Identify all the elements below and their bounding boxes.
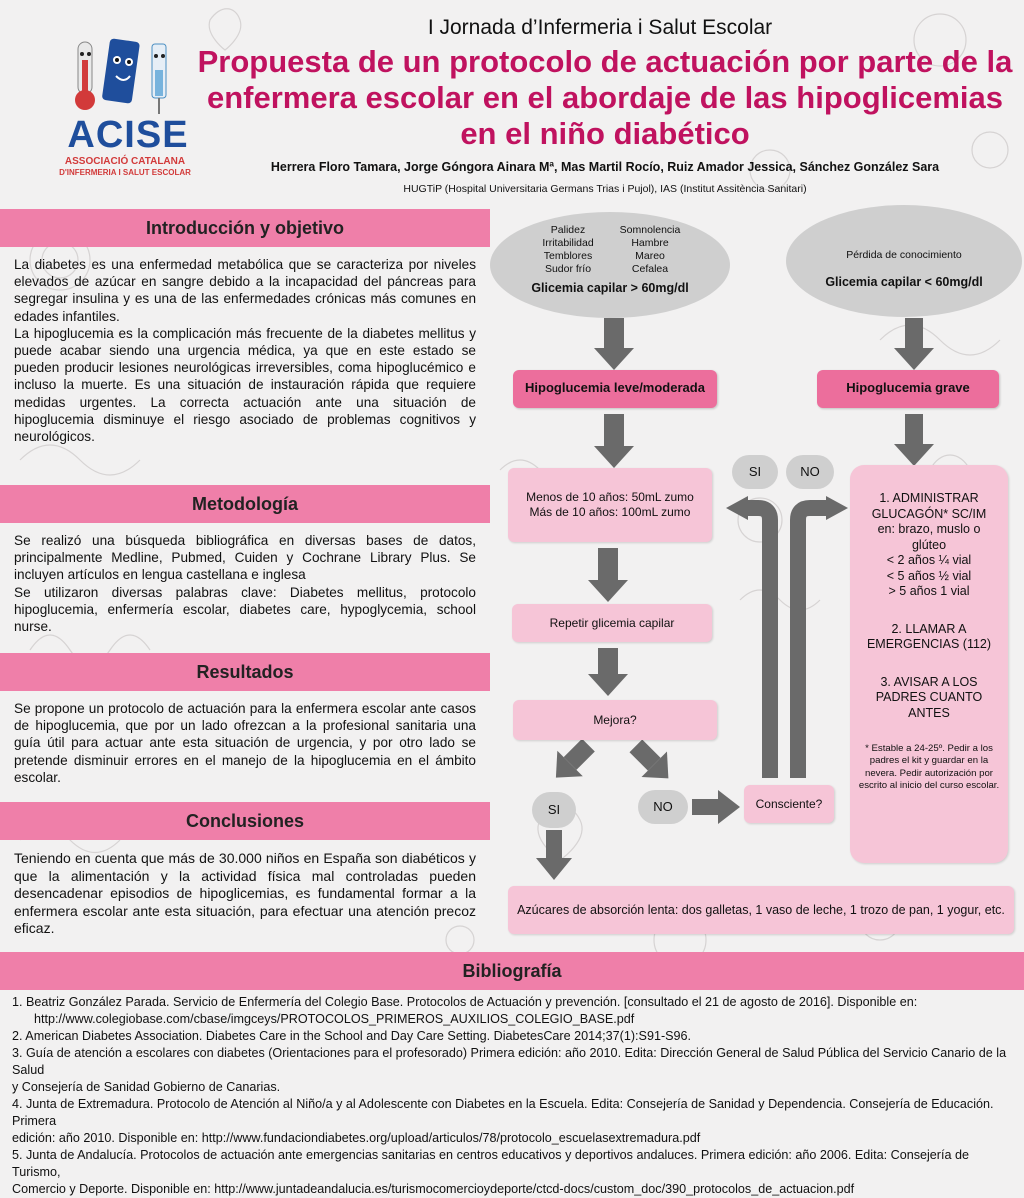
method-header: Metodología	[0, 485, 490, 523]
arrow-si-down	[536, 830, 572, 880]
symptom-1: Palidez	[550, 224, 586, 236]
step-notify-parents: 3. AVISAR A LOS PADRES CUANTO ANTES	[875, 674, 983, 720]
affiliation: HUGTiP (Hospital Universitaria Germans Trias i Pujol), IAS (Institut Assitència Sanitari)	[403, 183, 807, 195]
arrow-down-3	[588, 548, 628, 602]
bib-line-9: Comercio y Deporte. Disponible en: http://www.juntadeandalucia.es/turismocomercioydeporte/ctcd-docs/custom_doc/390_protocolos_de_actuacion.pdf	[12, 1182, 855, 1196]
arrow-down-1	[594, 318, 634, 370]
logo-wordmark: ACISE	[67, 114, 189, 156]
method-paragraph-1: Se realizó una búsqueda bibliográfica en diversas bases de datos, principalmente Medline, Pubmed, Cuiden y Cochrane Library Plus. Se incluyen artículos en lengua castellana e inglesa	[14, 533, 476, 583]
improve-box: Mejora?	[513, 700, 717, 740]
juice-over-10: Más de 10 años: 100mL zumo	[529, 505, 691, 519]
conscious-no-pill: NO	[786, 455, 834, 489]
conclusions-paragraph-1: Teniendo en cuenta que más de 30.000 niños en España son diabéticos y que la alimentación y la actividad física mal controladas pueden desencadenar episodios de hipoglicemias, es fundamental formar a la enfermera escolar ante esta situación, para efectuar una atención precoz eficaz.	[14, 850, 476, 937]
poster-title: Propuesta de un protocolo de actuación por parte de la enfermera escolar en el abordaje de las hipoglicemias en el niño diabético	[197, 44, 1013, 151]
severe-threshold: Glicemia capilar < 60mg/dl	[825, 275, 983, 289]
symptom-2: Irritabilidad	[542, 237, 594, 249]
bib-line-5: y Consejería de Sanidad Gobierno de Canarias.	[12, 1080, 281, 1094]
symptoms-oval-mild	[490, 212, 730, 318]
arrow-diag-yes	[543, 732, 601, 790]
arrow-no-right	[692, 790, 740, 824]
glucagon-note: * Estable a 24-25º. Pedir a los padres el kit y guardar en la nevera. Pedir autorización por escrito al inicio del curso escolar.	[858, 743, 1000, 792]
results-paragraph-1: Se propone un protocolo de actuación para la enfermera escolar ante casos de hipoglucemia, que por un lado ofrezcan a la profesional sanitaria una guía útil para actuar ante esta situación de urgencia, y por otro lado se pretende disminuir errores en el manejo de la hipoglucemia en el ámbito escolar.	[14, 701, 476, 785]
severe-hypoglycemia-box: Hipoglucemia grave	[817, 370, 999, 408]
dose-over-5: > 5 años 1 vial	[888, 584, 970, 598]
severe-symptom: Pérdida de conocimiento	[846, 249, 962, 261]
improve-no-pill: NO	[638, 790, 688, 824]
event-name: I Jornada d’Infermeria i Salut Escolar	[427, 16, 773, 39]
bib-line-2: http://www.colegiobase.com/cbase/imgceys/PROTOCOLOS_PRIMEROS_AUXILIOS_COLEGIO_BASE.pdf	[34, 1012, 635, 1026]
bib-line-6: 4. Junta de Extremadura. Protocolo de Atención al Niño/a y al Adolescente con Diabetes en la Escuela. Edita: Consejería de Sanidad y Dependencia. Consejería de Educación. Primera	[12, 1097, 994, 1128]
arrow-conscious-no	[798, 508, 826, 778]
bibliography-list	[12, 994, 1014, 1198]
symptom-7: Mareo	[635, 250, 665, 262]
repeat-glycemia-box: Repetir glicemia capilar	[512, 604, 712, 642]
juice-under-10: Menos de 10 años: 50mL zumo	[526, 490, 694, 504]
logo-line2: D'INFERMERIA I SALUT ESCOLAR	[59, 168, 191, 177]
bib-line-7: edición: año 2010. Disponible en: http://www.fundaciondiabetes.org/upload/articulos/78/protocolo_escuelasextremadura.pdf	[12, 1131, 701, 1145]
dose-under-5: < 5 años ½ vial	[886, 568, 972, 583]
method-paragraph-2: Se utilizaron diversas palabras clave: Diabetes mellitus, protocolo hipoglucemia, enfermería escolar, diabetes care, hypoglycemia, school nurse.	[14, 584, 476, 635]
arrow-diag-no	[623, 733, 681, 791]
authors: Herrera Floro Tamara, Jorge Góngora Ainara Mª, Mas Martil Rocío, Ruiz Amador Jessica, Sánchez González Sara	[270, 160, 940, 174]
improve-yes-pill: SI	[532, 792, 576, 828]
intro-header: Introducción y objetivo	[0, 209, 490, 247]
intro-paragraph-2: La hipoglucemia es la complicación más frecuente de la diabetes mellitus y puede acabar siendo una urgencia médica, ya que en este estado se pueden producir lesiones neurológicas irreversibles, coma hipoglucémico e incluso la muerte. Es una situación de instauración rápida que requiere medidas urgentes. La correcta actuación ante una situación de hipoglucemia disminuye el riesgo asociado de problemas cognitivos y neurológicos.	[14, 325, 476, 445]
bib-line-1: 1. Beatriz González Parada. Servicio de Enfermería del Colegio Base. Protocolos de Actuación y prevención. [consultado el 21 de agosto de 2016]. Disponible en:	[12, 995, 918, 1009]
bib-line-8: 5. Junta de Andalucía. Protocolos de actuación ante emergencias sanitarias en centros educativos y deportivos andaluces. Primera edición: año 2006. Edita: Consejería de Turismo,	[12, 1148, 970, 1179]
conscious-box: Consciente?	[744, 785, 834, 823]
bib-line-4: 3. Guía de atención a escolares con diabetes (Orientaciones para el profesorado) Primera edición: año 2010. Edita: Dirección General de Salud Pública del Servicio Canario de la Salud	[12, 1046, 1007, 1077]
symptom-6: Hambre	[631, 237, 669, 249]
symptom-4: Sudor frío	[544, 263, 592, 275]
results-header: Resultados	[0, 653, 490, 691]
step-glucagon: 1. ADMINISTRAR GLUCAGÓN* SC/IM en: brazo, muslo o glúteo	[871, 491, 987, 552]
juice-box	[508, 468, 712, 542]
arrow-down-4	[588, 648, 628, 696]
bib-line-3: 2. American Diabetes Association. Diabetes Care in the School and Day Care Setting. DiabetesCare 2014;37(1):S91-S96.	[12, 1029, 692, 1043]
symptoms-oval-severe	[786, 205, 1022, 317]
bibliography-header: Bibliografía	[0, 952, 1024, 990]
slow-sugars-box: Azúcares de absorción lenta: dos galletas, 1 vaso de leche, 1 trozo de pan, 1 yogur, etc.	[508, 886, 1014, 934]
dose-under-2: < 2 años ¼ vial	[886, 553, 972, 567]
conclusions-header: Conclusiones	[0, 802, 490, 840]
severe-steps-box	[850, 465, 1008, 863]
logo-line1: ASSOCIACIÓ CATALANA	[64, 156, 186, 167]
arrow-down-2	[594, 414, 634, 468]
conscious-yes-pill: SI	[732, 455, 778, 489]
step-call-emergency: 2. LLAMAR A EMERGENCIAS (112)	[866, 621, 992, 651]
intro-paragraph-1: La diabetes es una enfermedad metabólica que se caracteriza por niveles elevados de azúcar en sangre debido a la incapacidad del páncreas para segregar insulina y es una de las enfermedades crónicas más comunes en edades infantiles.	[14, 257, 476, 324]
arrow-conscious-yes	[748, 508, 770, 778]
symptom-3: Temblores	[543, 250, 593, 262]
symptom-5: Somnolencia	[619, 224, 681, 236]
mild-threshold: Glicemia capilar > 60mg/dl	[531, 281, 689, 295]
mild-hypoglycemia-box: Hipoglucemia leve/moderada	[513, 370, 717, 408]
arrow-down-6	[894, 414, 934, 466]
symptom-8: Cefalea	[631, 263, 669, 275]
arrow-down-5	[894, 318, 934, 370]
